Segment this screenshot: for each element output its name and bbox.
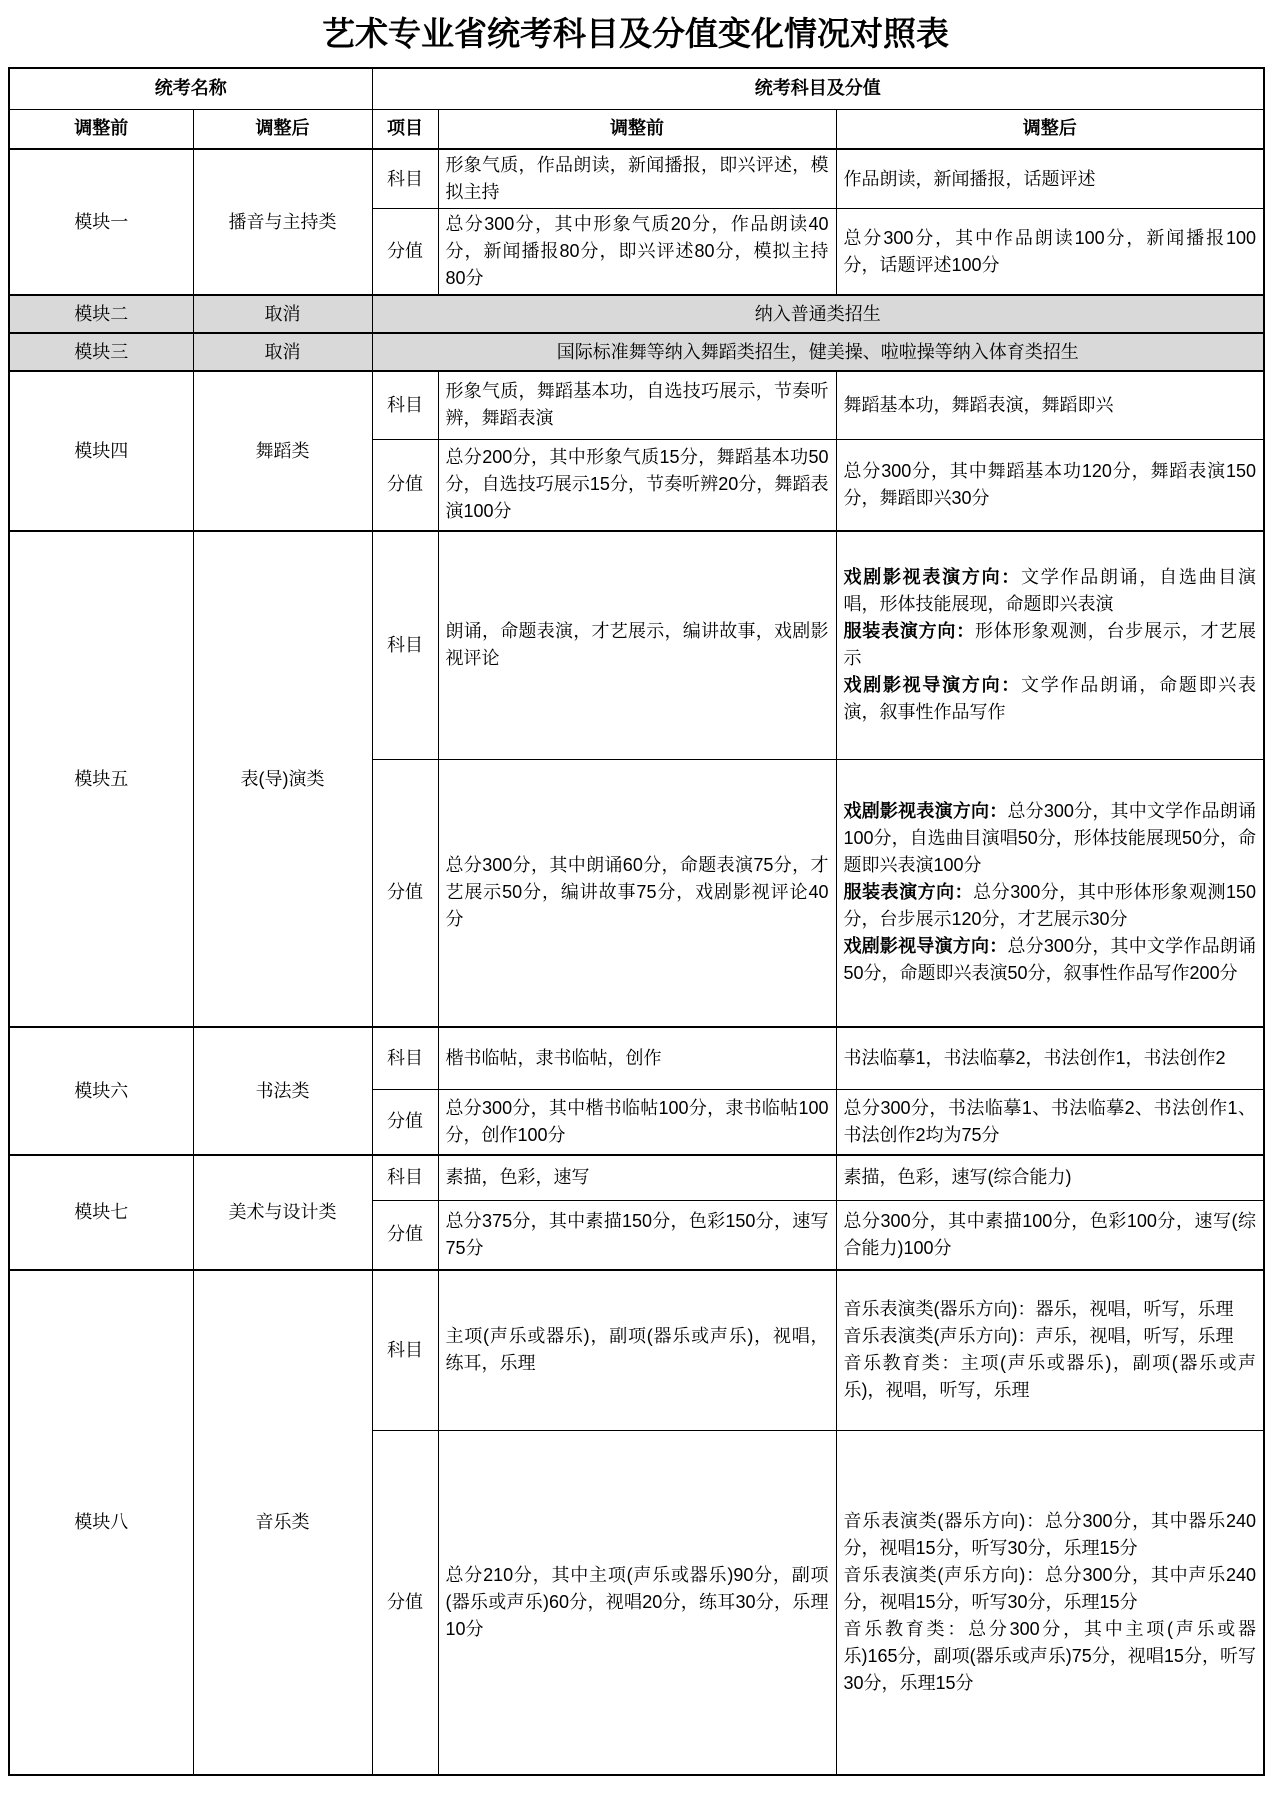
- direction-text: 形体形象观测，台步展示，才艺展示: [843, 621, 1257, 669]
- m5-score-before: 总分300分，其中朗诵60分，命题表演75分，才艺展示50分，编讲故事75分，戏剧影视评论40分: [438, 759, 836, 1027]
- m5-score-after: [836, 759, 1264, 1027]
- m5-name-after: 表(导)演类: [193, 531, 372, 1027]
- direction-block: [844, 798, 1257, 879]
- m7-name-before: 模块七: [9, 1155, 193, 1270]
- m4-score-after: 总分300分，其中舞蹈基本功120分，舞蹈表演150分，舞蹈即兴30分: [836, 439, 1264, 531]
- m4-score-label: 分值: [372, 439, 438, 531]
- m8-name-after: 音乐类: [193, 1270, 372, 1775]
- m3-merged-note: 国际标准舞等纳入舞蹈类招生，健美操、啦啦操等纳入体育类招生: [372, 333, 1264, 371]
- m1-score-label: 分值: [372, 209, 438, 296]
- m6-name-before: 模块六: [9, 1027, 193, 1155]
- m5-subject-after: [836, 531, 1264, 759]
- m7-score-label: 分值: [372, 1200, 438, 1270]
- header-item: 项目: [372, 109, 438, 149]
- m4-score-before: 总分200分，其中形象气质15分，舞蹈基本功50分，自选技巧展示15分，节奏听辨20分，舞蹈表演100分: [438, 439, 836, 531]
- direction-block: [844, 564, 1257, 618]
- m5-subject-before: 朗诵，命题表演，才艺展示，编讲故事，戏剧影视评论: [438, 531, 836, 759]
- direction-text: 总分300分，其中文学作品朗诵100分，自选曲目演唱50分，形体技能展现50分，命题即兴表演100分: [843, 801, 1257, 876]
- direction-block: [844, 879, 1257, 933]
- m3-name-after: 取消: [193, 333, 372, 371]
- m6-name-after: 书法类: [193, 1027, 372, 1155]
- m5-subject-label: 科目: [372, 531, 438, 759]
- m2-merged-note: 纳入普通类招生: [372, 295, 1264, 333]
- direction-block: [844, 618, 1257, 672]
- header-row-1: [9, 68, 1264, 109]
- m7-subject-label: 科目: [372, 1155, 438, 1200]
- direction-text: 总分300分，其中文学作品朗诵50分，命题即兴表演50分，叙事性作品写作200分: [843, 936, 1257, 984]
- m4-name-after: 舞蹈类: [193, 371, 372, 531]
- m8-score-after: [836, 1430, 1264, 1775]
- m4-subject-before: 形象气质，舞蹈基本功，自选技巧展示，节奏听辨，舞蹈表演: [438, 371, 836, 439]
- m8-subject-after: [836, 1270, 1264, 1430]
- m6-score-before: 总分300分，其中楷书临帖100分，隶书临帖100分，创作100分: [438, 1089, 836, 1155]
- direction-label: 服装表演方向：: [843, 621, 976, 642]
- direction-block: [844, 933, 1257, 987]
- header-detail-before: 调整前: [438, 109, 836, 149]
- m8-subject-before: 主项(声乐或器乐)，副项(器乐或声乐)，视唱，练耳，乐理: [438, 1270, 836, 1430]
- m7-subject-before: 素描，色彩，速写: [438, 1155, 836, 1200]
- m1-score-before: 总分300分，其中形象气质20分，作品朗读40分，新闻播报80分，即兴评述80分，模拟主持80分: [438, 209, 836, 296]
- table-row: [9, 295, 1264, 333]
- table-row: [9, 1155, 1264, 1200]
- direction-text: 文学作品朗诵，自选曲目演唱，形体技能展现，命题即兴表演: [843, 567, 1257, 615]
- m3-name-before: 模块三: [9, 333, 193, 371]
- m6-score-label: 分值: [372, 1089, 438, 1155]
- m4-subject-label: 科目: [372, 371, 438, 439]
- category-line: 音乐表演类(声乐方向)：声乐，视唱，听写，乐理: [843, 1326, 1234, 1347]
- m4-name-before: 模块四: [9, 371, 193, 531]
- comparison-table: [8, 67, 1265, 1776]
- direction-block: [844, 672, 1257, 726]
- m1-subject-before: 形象气质，作品朗读，新闻播报，即兴评述，模拟主持: [438, 149, 836, 209]
- header-detail-after: 调整后: [836, 109, 1264, 149]
- table-row: [9, 371, 1264, 439]
- direction-label: 戏剧影视表演方向：: [843, 567, 1022, 588]
- direction-label: 戏剧影视导演方向：: [843, 936, 1008, 957]
- table-row: [9, 531, 1264, 759]
- category-line: 音乐表演类(器乐方向)：总分300分，其中器乐240分，视唱15分，听写30分，乐理15分: [843, 1510, 1257, 1558]
- m1-name-before: 模块一: [9, 149, 193, 295]
- m6-score-after: 总分300分，书法临摹1、书法临摹2、书法创作1、书法创作2均为75分: [836, 1089, 1264, 1155]
- direction-label: 戏剧影视表演方向：: [843, 801, 1008, 822]
- m2-name-before: 模块二: [9, 295, 193, 333]
- category-line: 音乐教育类：主项(声乐或器乐)，副项(器乐或声乐)，视唱，听写，乐理: [843, 1353, 1257, 1401]
- m4-subject-after: 舞蹈基本功，舞蹈表演，舞蹈即兴: [836, 371, 1264, 439]
- header-exam-name: 统考名称: [9, 68, 372, 109]
- direction-label: 服装表演方向：: [843, 882, 974, 903]
- m1-subject-after: 作品朗读，新闻播报，话题评述: [836, 149, 1264, 209]
- m8-name-before: 模块八: [9, 1270, 193, 1775]
- header-before: 调整前: [9, 109, 193, 149]
- header-row-2: [9, 109, 1264, 149]
- m6-subject-before: 楷书临帖，隶书临帖，创作: [438, 1027, 836, 1089]
- m5-name-before: 模块五: [9, 531, 193, 1027]
- m6-subject-label: 科目: [372, 1027, 438, 1089]
- category-line: 音乐表演类(声乐方向)：总分300分，其中声乐240分，视唱15分，听写30分，乐理15分: [843, 1564, 1257, 1612]
- m7-score-after: 总分300分，其中素描100分，色彩100分，速写(综合能力)100分: [836, 1200, 1264, 1270]
- m1-name-after: 播音与主持类: [193, 149, 372, 295]
- m8-subject-label: 科目: [372, 1270, 438, 1430]
- m8-score-before: 总分210分，其中主项(声乐或器乐)90分，副项(器乐或声乐)60分，视唱20分，练耳30分，乐理10分: [438, 1430, 836, 1775]
- page-title: 艺术专业省统考科目及分值变化情况对照表: [322, 14, 949, 53]
- m7-score-before: 总分375分，其中素描150分，色彩150分，速写75分: [438, 1200, 836, 1270]
- table-row: [9, 1027, 1264, 1089]
- category-line: 音乐表演类(器乐方向)：器乐，视唱，听写，乐理: [843, 1299, 1234, 1320]
- direction-text: 总分300分，其中形体形象观测150分，台步展示120分，才艺展示30分: [843, 882, 1257, 930]
- table-row: [9, 149, 1264, 209]
- m7-subject-after: 素描，色彩，速写(综合能力): [836, 1155, 1264, 1200]
- table-row: [9, 333, 1264, 371]
- direction-text: 文学作品朗诵，命题即兴表演，叙事性作品写作: [843, 675, 1257, 723]
- header-after: 调整后: [193, 109, 372, 149]
- m7-name-after: 美术与设计类: [193, 1155, 372, 1270]
- category-line: 音乐教育类：总分300分，其中主项(声乐或器乐)165分，副项(器乐或声乐)75分，视唱15分，听写30分，乐理15分: [843, 1618, 1257, 1693]
- header-subjects-scores: 统考科目及分值: [372, 68, 1264, 109]
- m2-name-after: 取消: [193, 295, 372, 333]
- m6-subject-after: 书法临摹1，书法临摹2，书法创作1，书法创作2: [836, 1027, 1264, 1089]
- table-row: [9, 1270, 1264, 1430]
- m8-score-label: 分值: [372, 1430, 438, 1775]
- direction-label: 戏剧影视导演方向：: [843, 675, 1022, 696]
- m1-score-after: 总分300分，其中作品朗读100分，新闻播报100分，话题评述100分: [836, 209, 1264, 296]
- m5-score-label: 分值: [372, 759, 438, 1027]
- m1-subject-label: 科目: [372, 149, 438, 209]
